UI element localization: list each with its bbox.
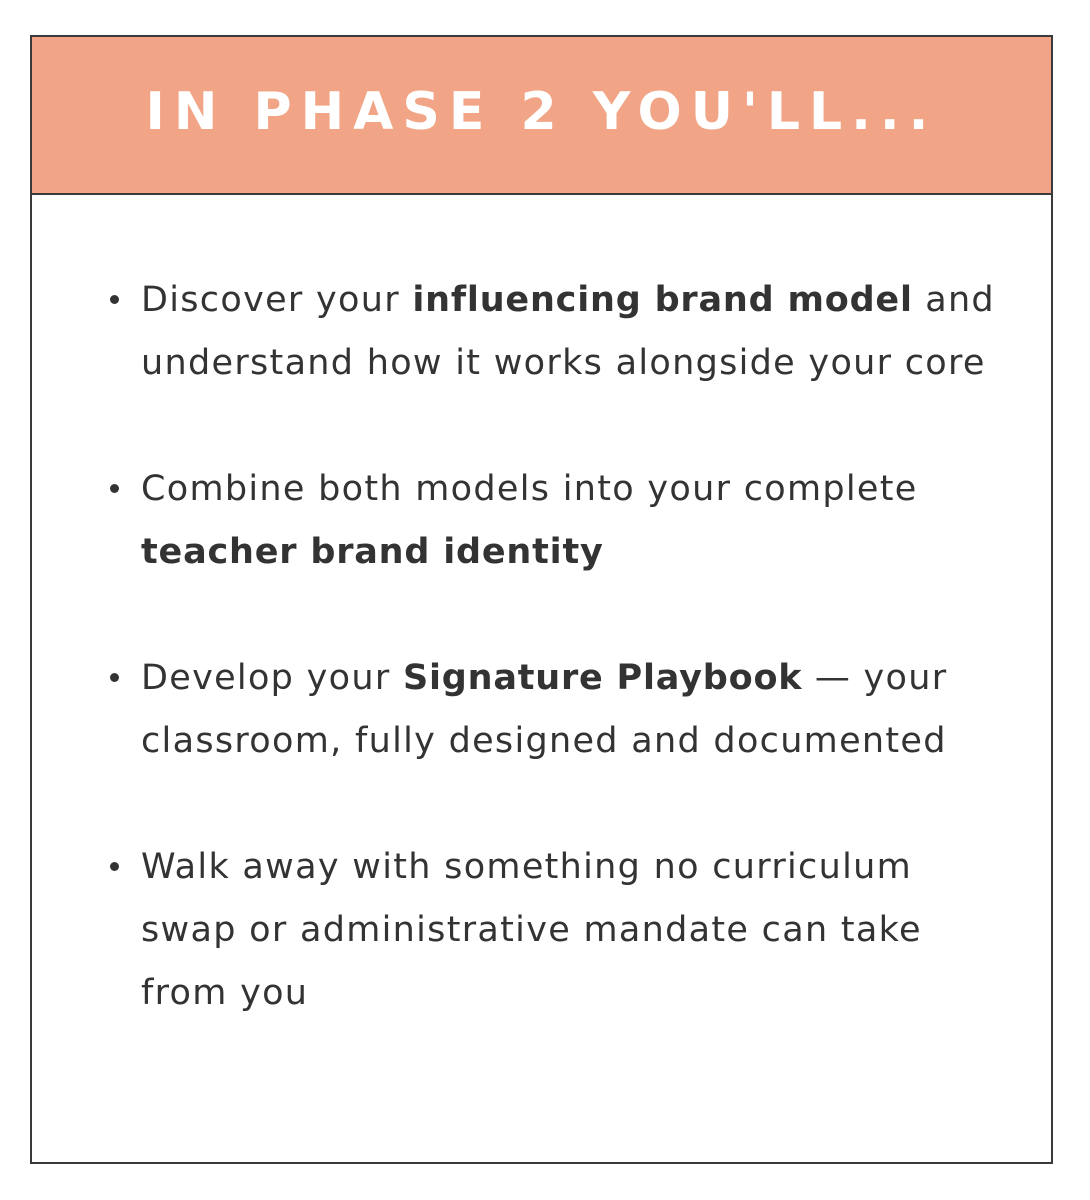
item-line — [141, 521, 1010, 584]
item-line — [141, 647, 1010, 710]
item-line — [141, 710, 1010, 773]
list-item — [110, 269, 1010, 395]
item-text-bold: Signature Playbook — [402, 658, 803, 698]
header-title: IN PHASE 2 YOU'LL... — [145, 82, 938, 142]
item-line — [141, 458, 1010, 521]
phase-card — [30, 35, 1053, 1164]
bullet-icon — [110, 484, 119, 493]
item-text-bold: influencing brand model — [412, 280, 913, 320]
bullet-icon — [110, 295, 119, 304]
list-item — [110, 458, 1010, 584]
item-text: from you — [141, 973, 309, 1013]
list-item — [110, 647, 1010, 773]
list-item — [110, 836, 1010, 1025]
bullet-icon — [110, 673, 119, 682]
item-line — [141, 269, 1010, 332]
item-text: Discover your — [141, 280, 413, 320]
item-text: — your — [802, 658, 948, 698]
item-line — [141, 836, 1010, 899]
item-text: Combine both models into your complete — [141, 469, 918, 509]
item-line — [141, 962, 1010, 1025]
item-line — [141, 332, 1010, 395]
item-text: classroom, fully designed and documented — [141, 721, 947, 761]
benefits-list — [110, 269, 1010, 1088]
item-text: understand how it works alongside your core — [141, 343, 986, 383]
item-text: and — [912, 280, 995, 320]
item-text: swap or administrative mandate can take — [141, 910, 922, 950]
item-line — [141, 899, 1010, 962]
bullet-icon — [110, 862, 119, 871]
item-text: Walk away with something no curriculum — [141, 847, 912, 887]
item-text: Develop your — [141, 658, 403, 698]
item-text-bold: teacher brand identity — [141, 532, 604, 572]
card-header — [32, 37, 1051, 195]
